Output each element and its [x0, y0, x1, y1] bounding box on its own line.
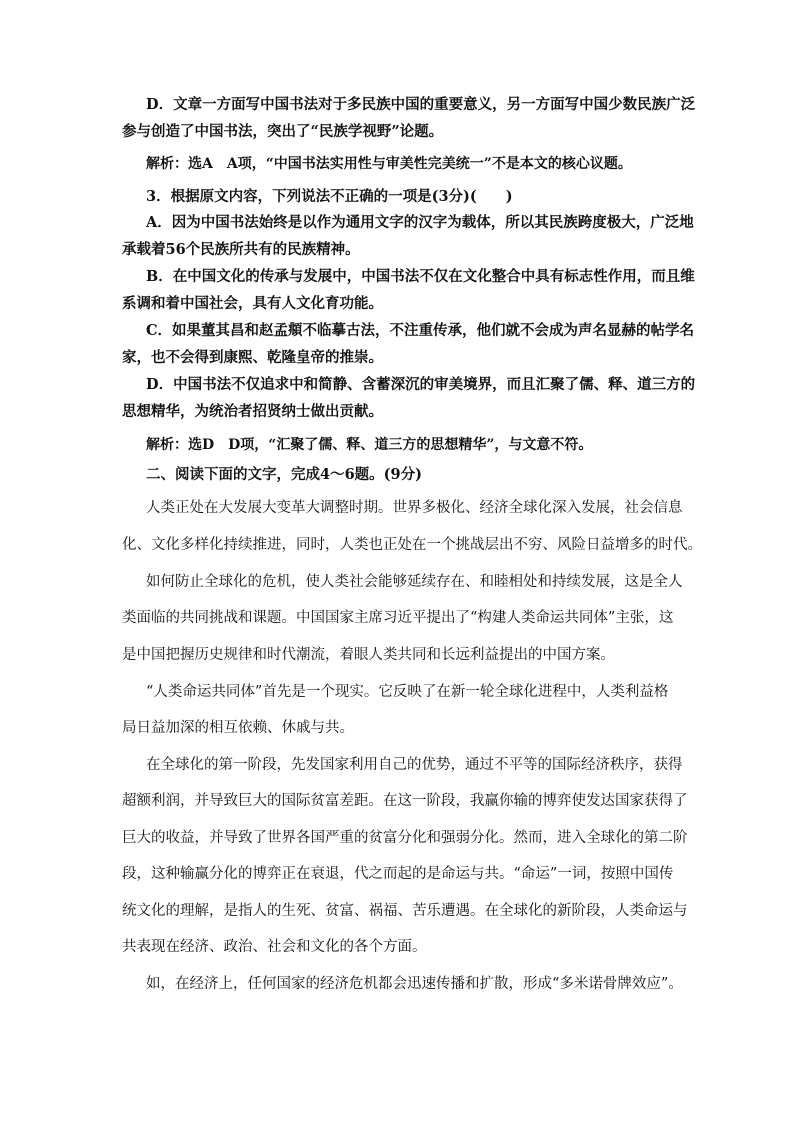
document-page: D．文章一方面写中国书法对于多民族中国的重要意义，另一方面写中国少数民族广泛 参与创造了中国书法，突出了“民族学视野”论题。 解析：选A A项，“中国书法实用性与审美性完美统一”不是本文的核心议题。 3．根据原文内容，下列说法不正确的一项是(3分)( ) A．因为中国书法始终是以作为通用文字的汉字为载体，所以其民族跨度极大，广泛地 承载着56个民族所共有的民族精神。 B．在中国文化的传承与发展中，中国书法不仅在文化整合中具有标志性作用，而且维 系调和着中国社会，具有人文化育功能。 C．如果董其昌和赵孟頫不临摹古法，不注重传承，他们就不会成为声名显赫的帖学名 家，也不会得到康熙、乾隆皇帝的推崇。 D．中国书法不仅追求中和简静、含蓄深沉的审美境界，而且汇聚了儒、释、道三方的 思想精华，为统治者招贤纳士做出贡献。 解析：选D D项，“汇聚了儒、释、道三方的思想精华”，与文意不符。 二、阅读下面的文字，完成4～6题。(9分) 人类正处在大发展大变革大调整时期。世界多极化、经济全球化深入发展，社会信息 化、文化多样化持续推进，同时，人类也正处在一个挑战层出不穷、风险日益增多的时代。 如何防止全球化的危机，使人类社会能够延续存在、和睦相处和持续发展，这是全人 类面临的共同挑战和课题。中国国家主席习近平提出了“构建人类命运共同体”主张，这 是中国把握历史规律和时代潮流，着眼人类共同和长远利益提出的中国方案。 “人类命运共同体”首先是一个现实。它反映了在新一轮全球化进程中，人类利益格 局日益加深的相互依赖、休戚与共。 在全球化的第一阶段，先发国家利用自己的优势，通过不平等的国际经济秩序，获得 超额利润，并导致巨大的国际贫富差距。在这一阶段，我赢你输的博弈使发达国家获得了 巨大的收益，并导致了世界各国严重的贫富分化和强弱分化。然而，进入全球化的第二阶 段，这种输赢分化的博弈正在衰退，代之而起的是命运与共。“命运”一词，按照中国传 统文化的理解，是指人的生死、贫富、祸福、苦乐遭遇。在全球化的新阶段，人类命运与 共表现在经济、政治、社会和文化的各个方面。 如，在经济上，任何国家的经济危机都会迅速传播和扩散，形成“多米诺骨牌效应”。 — [122, 96, 702, 992]
